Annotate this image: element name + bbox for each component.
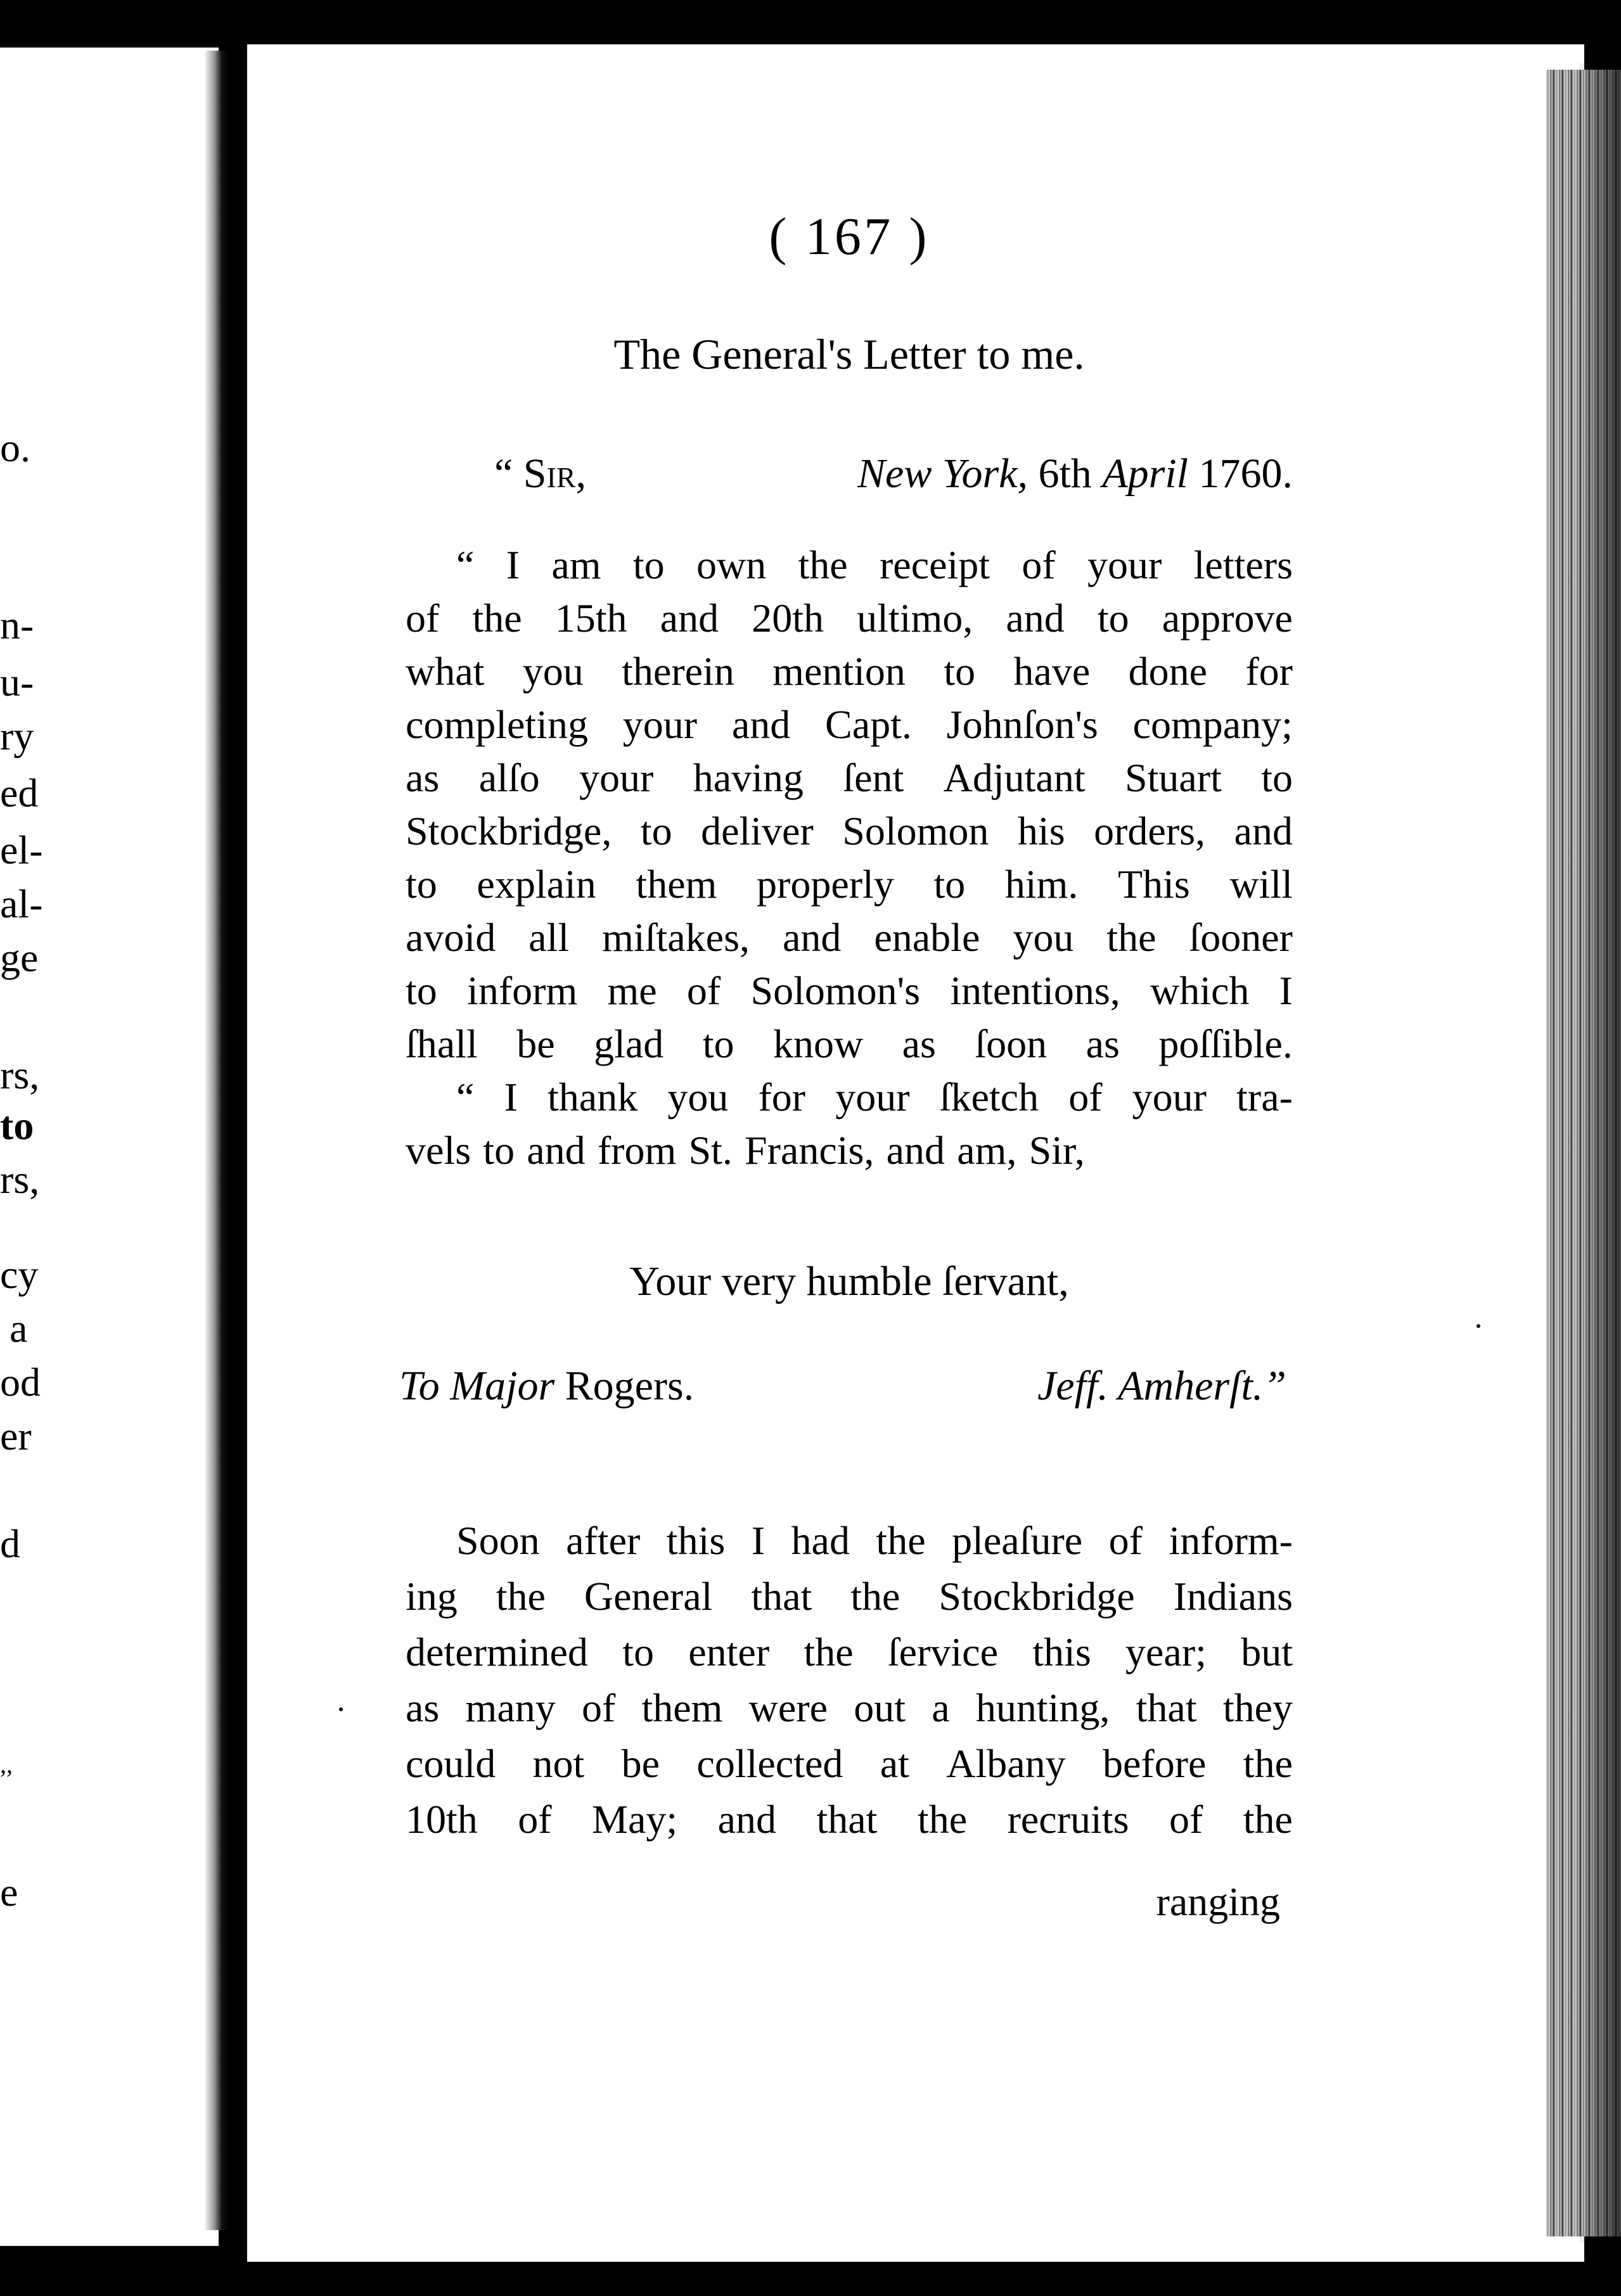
date-year: 1760. [1198, 450, 1293, 497]
narrative-line: as many of them were out a hunting, that they [406, 1685, 1293, 1730]
left-fragment: ry [0, 713, 34, 758]
letter-heading: The General's Letter to me. [613, 330, 1085, 378]
left-fragment: ed [0, 770, 39, 815]
date-day: 6th [1038, 450, 1092, 497]
letter-line: to explain them properly to him. This will [406, 862, 1293, 907]
left-fragment: d [0, 1521, 20, 1566]
left-fragment: ge [0, 935, 39, 980]
letter-salutation [494, 450, 1293, 498]
letter-line: ſhall be glad to know as ſoon as poſſible. [406, 1021, 1293, 1066]
page-edge-shadow [1578, 63, 1621, 2243]
letter-closing: Your very humble ſervant, [629, 1258, 1069, 1304]
letter-line: to inform me of Solomon's intentions, which I [406, 968, 1293, 1013]
left-fragment: e [0, 1870, 18, 1915]
date-month: April [1102, 450, 1188, 497]
left-fragment: er [0, 1413, 32, 1458]
narrative-line: ing the General that the Stockbridge Indians [406, 1574, 1293, 1619]
left-fragment: n- [0, 603, 34, 647]
greeting: “ Sir, [494, 450, 586, 497]
left-fragment: al- [0, 881, 43, 926]
letter-line: of the 15th and 20th ultimo, and to approve [406, 596, 1293, 641]
letter-line: as alſo your having ſent Adjutant Stuart to [406, 755, 1293, 800]
left-fragment: cy [0, 1252, 39, 1297]
left-fragment: to [0, 1103, 34, 1148]
page-number: ( 167 ) [769, 207, 930, 266]
narrative-line: determined to enter the ſervice this year; but [406, 1630, 1293, 1674]
letter-line: completing your and Capt. Johnſon's company; [406, 702, 1293, 747]
addressee-name: Rogers. [565, 1363, 695, 1409]
left-fragment: rs, [0, 1157, 40, 1202]
left-fragment: u- [0, 660, 34, 705]
letter-line: vels to and from St. Francis, and am, Sir, [406, 1128, 1085, 1173]
place: New York, [857, 450, 1028, 497]
left-fragment: rs, [0, 1052, 40, 1097]
narrative-line: could not be collected at Albany before the [406, 1741, 1293, 1786]
signature: Jeff. Amherſt.” [1037, 1363, 1286, 1409]
addressee [399, 1362, 694, 1410]
letter-line: avoid all miſtakes, and enable you the ſooner [406, 915, 1293, 960]
narrative-line: Soon after this I had the pleaſure of inform- [456, 1518, 1293, 1563]
letter-line: “ I am to own the receipt of your letters [456, 542, 1293, 587]
letter-dateline [857, 450, 1293, 498]
addressee-prefix: To Major [399, 1363, 555, 1409]
left-fragment: od [0, 1360, 41, 1405]
left-fragment: ,, [0, 1750, 13, 1778]
letter-line: “ I thank you for your ſketch of your tra- [456, 1075, 1293, 1119]
left-fragment: a [10, 1306, 28, 1351]
catchword: ranging [1156, 1879, 1280, 1924]
scan-speck [1477, 1324, 1480, 1328]
book-gutter [204, 51, 229, 2230]
left-fragment: o. [0, 425, 30, 470]
narrative-line: 10th of May; and that the recruits of the [406, 1797, 1293, 1842]
signature-row [399, 1362, 1293, 1410]
letter-line: Stockbridge, to deliver Solomon his orders, and [406, 808, 1293, 853]
letter-line: what you therein mention to have done for [406, 649, 1293, 694]
facing-page-fragment [0, 48, 219, 2246]
scan-speck [339, 1707, 343, 1711]
left-fragment: el- [0, 827, 43, 872]
